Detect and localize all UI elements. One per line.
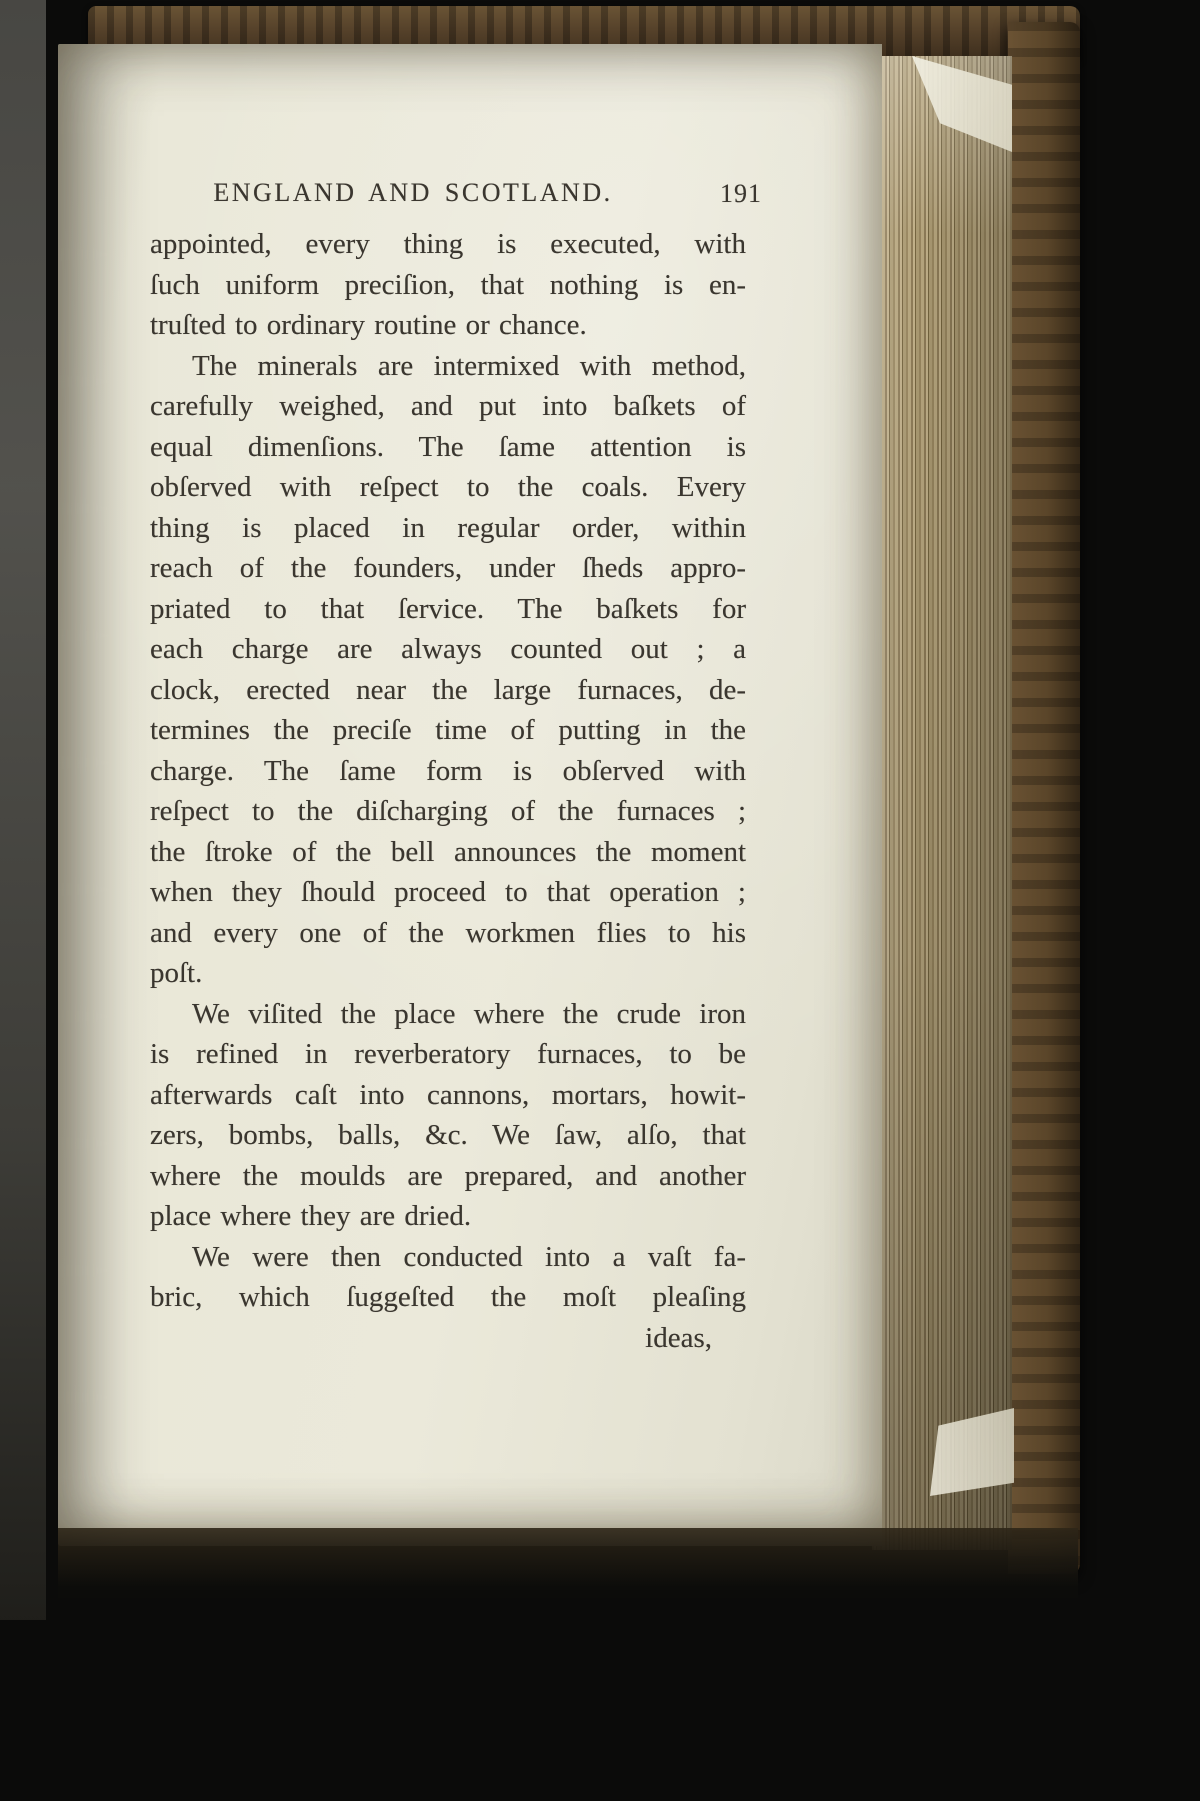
text-line: obſerved with reſpect to the coals. Every: [150, 471, 746, 503]
catchword: ideas,: [645, 1321, 712, 1354]
page-body-text: [150, 224, 746, 1318]
text-line: reach of the founders, under ſheds appro-: [150, 552, 746, 584]
text-line: The minerals are intermixed with method,: [192, 349, 746, 382]
text-line: when they ſhould proceed to that operation ;: [150, 876, 746, 908]
text-line: equal dimenſions. The ſame attention is: [150, 430, 746, 463]
running-header-title: ENGLAND AND SCOTLAND.: [213, 178, 613, 207]
text-line: clock, erected near the large furnaces, de-: [150, 673, 746, 706]
running-header: [150, 176, 762, 210]
text-line: and every one of the workmen flies to his: [150, 916, 746, 949]
text-line: We viſited the place where the crude iron: [192, 997, 746, 1030]
book-bottom-shadow: [58, 1528, 1078, 1598]
text-line: We were then conducted into a vaſt fa-: [192, 1240, 746, 1273]
text-column: [150, 176, 762, 1358]
text-line: the ſtroke of the bell announces the moment: [150, 835, 746, 868]
text-line: reſpect to the diſcharging of the furnaces ;: [150, 795, 746, 827]
text-line: is refined in reverberatory furnaces, to be: [150, 1038, 746, 1070]
text-line: priated to that ſervice. The baſkets for: [150, 592, 746, 625]
text-line: appointed, every thing is executed, with: [150, 228, 746, 260]
text-line: charge. The ſame form is obſerved with: [150, 754, 746, 787]
text-line: truſted to ordinary routine or chance.: [150, 309, 587, 341]
page-edges-shading: [872, 56, 1012, 1550]
book-cover-right-edge: [1008, 22, 1080, 1574]
text-line: bric, which ſuggeſted the moſt pleaſing: [150, 1281, 746, 1313]
text-line: afterwards caſt into cannons, mortars, howit-: [150, 1078, 746, 1111]
text-line: carefully weighed, and put into baſkets of: [150, 390, 746, 422]
text-line: ſuch uniform preciſion, that nothing is en-: [150, 268, 746, 301]
text-line: each charge are always counted out ; a: [150, 633, 746, 665]
text-line: zers, bombs, balls, &c. We ſaw, alſo, that: [150, 1119, 746, 1151]
page-number: 191: [720, 179, 762, 208]
text-line: where the moulds are prepared, and another: [150, 1159, 746, 1192]
text-line: thing is placed in regular order, within: [150, 511, 746, 544]
text-line: poſt.: [150, 957, 203, 989]
text-line: place where they are dried.: [150, 1200, 472, 1232]
text-line: termines the preciſe time of putting in the: [150, 714, 746, 746]
book-page: [58, 44, 882, 1546]
backdrop-left-strip: [0, 0, 46, 1620]
